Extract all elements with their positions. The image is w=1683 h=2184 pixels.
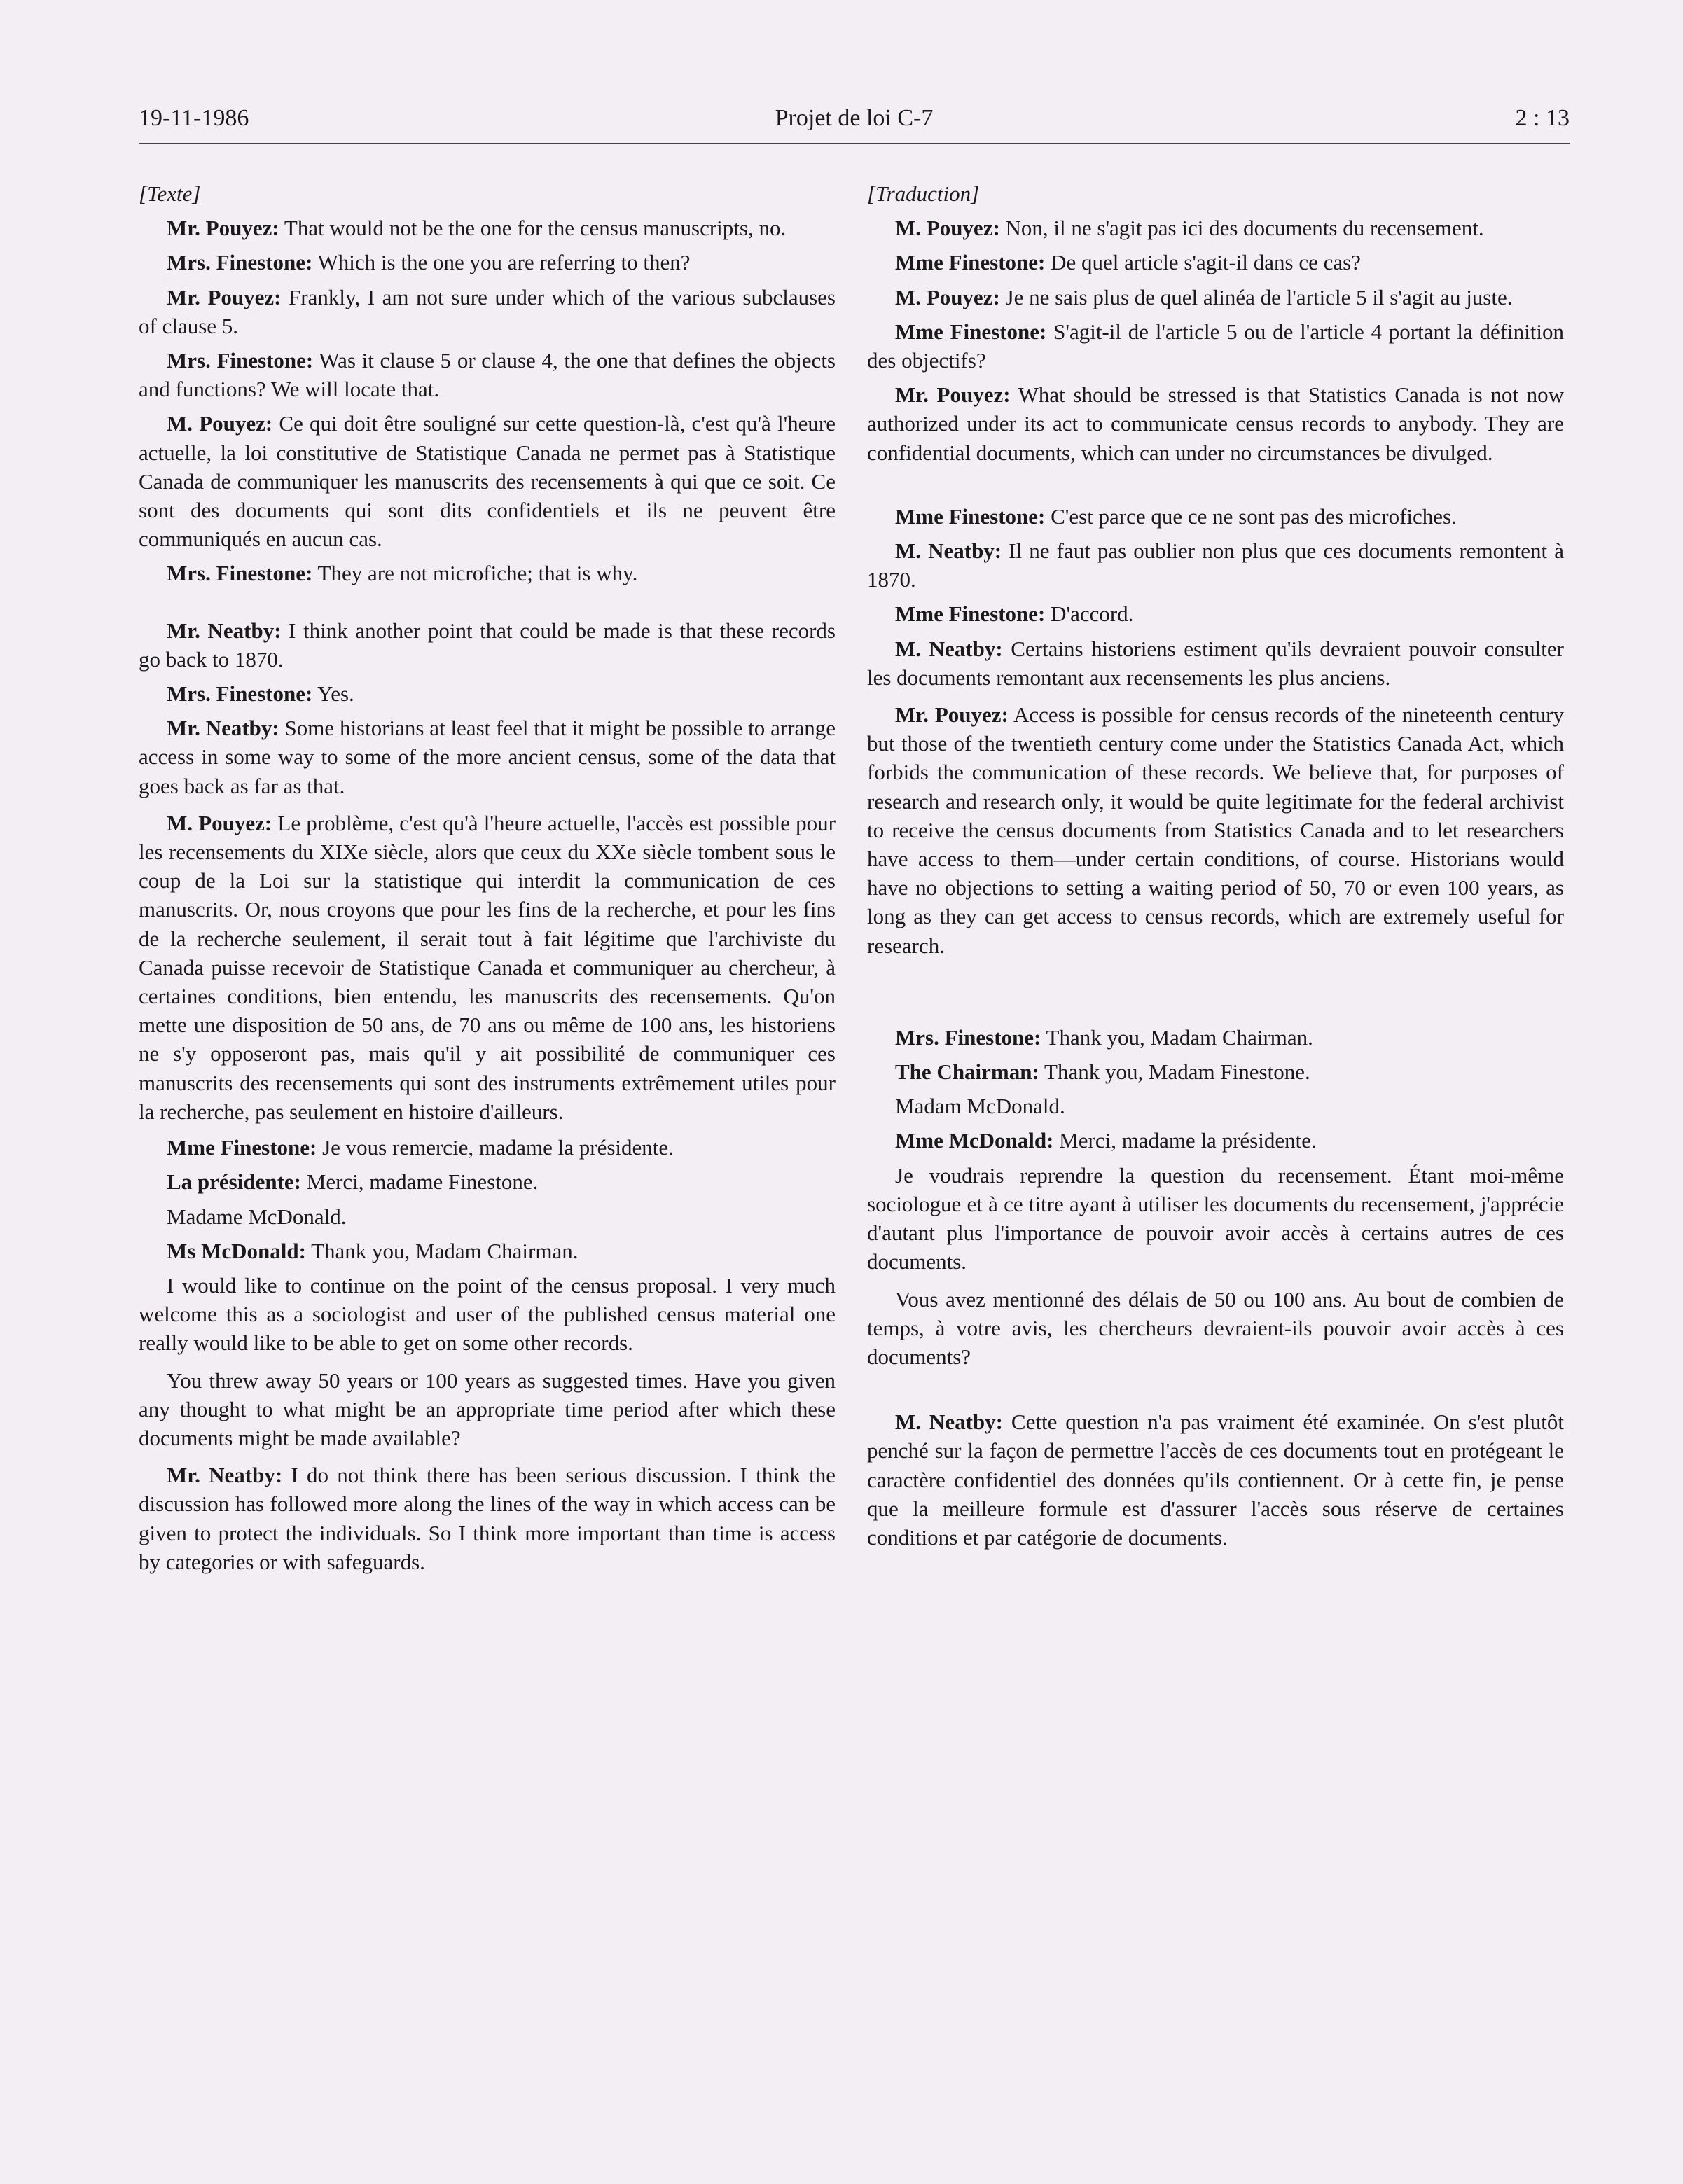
transcript-paragraph xyxy=(867,380,1564,467)
speaker-name: Mme Finestone: xyxy=(167,1135,317,1160)
transcript-paragraph xyxy=(139,1167,836,1196)
speaker-name: M. Pouyez: xyxy=(167,810,272,835)
transcript-paragraph xyxy=(139,409,836,553)
transcript-paragraph xyxy=(139,1271,836,1358)
speech-text: Je ne sais plus de quel alinéa de l'article 5 il s'agit au juste. xyxy=(1005,284,1513,309)
transcript-paragraph xyxy=(867,1057,1564,1086)
speaker-name: Mr. Pouyez: xyxy=(895,382,1011,408)
speech-text: Je vous remercie, madame la présidente. xyxy=(322,1135,674,1160)
speech-text: I think another point that could be made is that these records go back to 1870. xyxy=(139,618,836,672)
header-date: 19-11-1986 xyxy=(139,105,249,131)
transcript-paragraph xyxy=(867,1126,1564,1155)
speaker-name: Mr. Pouyez: xyxy=(895,702,1009,728)
speaker-name: Mr. Neatby: xyxy=(167,618,282,643)
speech-text: Thank you, Madam Finestone. xyxy=(1044,1059,1310,1085)
speaker-name: Mr. Neatby: xyxy=(167,1463,283,1488)
speaker-name: Mme McDonald: xyxy=(895,1128,1054,1153)
speaker-name: La présidente: xyxy=(167,1169,302,1195)
transcript-paragraph xyxy=(867,700,1564,960)
speech-text: That would not be the one for the census manuscripts, no. xyxy=(284,216,787,241)
transcript-paragraph xyxy=(139,1366,836,1453)
speaker-name: Mrs. Finestone: xyxy=(167,250,313,275)
speaker-name: M. Neatby: xyxy=(895,1410,1003,1435)
speaker-name: M. Pouyez: xyxy=(167,411,273,436)
speech-text: D'accord. xyxy=(1051,601,1134,627)
header-title: Projet de loi C-7 xyxy=(775,105,934,131)
transcript-paragraph xyxy=(139,346,836,403)
transcript-paragraph xyxy=(139,248,836,277)
speaker-name: Mme Finestone: xyxy=(895,601,1046,627)
speaker-name: Mrs. Finestone: xyxy=(895,1024,1041,1050)
transcript-paragraph xyxy=(139,1237,836,1265)
transcript-paragraph xyxy=(139,1461,836,1576)
speaker-name: Mme Finestone: xyxy=(895,503,1046,529)
speech-text: I do not think there has been serious discussion. I think the discussion has followed more along the lines of the way in which access can be given to protect the individuals. So I think more important than time is access by categories or with safeguards. xyxy=(139,1463,836,1574)
speech-text: Yes. xyxy=(317,681,354,707)
speaker-name: Mrs. Finestone: xyxy=(167,561,313,586)
transcript-paragraph xyxy=(139,559,836,587)
speaker-name: Mr. Pouyez: xyxy=(167,284,282,309)
transcript-paragraph xyxy=(867,536,1564,594)
transcript-paragraph xyxy=(867,1092,1564,1120)
speech-text: Je voudrais reprendre la question du recensement. Étant moi-même sociologue et à ce titre ayant à utiliser les documents du recensement, j'apprécie d'autant plus l'importance de pouvoir avoir accès à certains autres de ces documents. xyxy=(867,1162,1564,1274)
speech-text: Some historians at least feel that it might be possible to arrange access in some way to some of the more ancient census, some of the data that goes back as far as that. xyxy=(139,716,836,798)
section-label: [Texte] xyxy=(139,181,201,206)
transcript-paragraph xyxy=(139,214,836,242)
transcript-paragraph xyxy=(867,634,1564,692)
speech-text: Merci, madame Finestone. xyxy=(306,1169,539,1195)
transcript-paragraph xyxy=(867,1285,1564,1372)
transcript-paragraph xyxy=(867,1023,1564,1052)
speaker-name: Mr. Pouyez: xyxy=(167,216,279,241)
speech-text: Ce qui doit être souligné sur cette question-là, c'est qu'à l'heure actuelle, la loi constitutive de Statistique Canada ne permet pas à Statistique Canada de communiquer les manuscrits des recensements à qui que ce soit. Ce sont des documents qui sont dits confidentiels et ils ne peuvent être communiqués en aucun cas. xyxy=(139,411,836,552)
speaker-name: M. Neatby: xyxy=(895,538,1002,564)
speech-text: S'agit-il de l'article 5 ou de l'article 4 portant la définition des objectifs? xyxy=(867,319,1565,373)
speech-text: What should be stressed is that Statistics Canada is not now authorized under its act to communicate census records to anybody. They are confidential documents, which can under no circumstances be divulged. xyxy=(867,382,1564,465)
speech-text: Thank you, Madam Chairman. xyxy=(1046,1024,1313,1050)
speaker-name: M. Neatby: xyxy=(895,636,1003,661)
speech-text: You threw away 50 years or 100 years as suggested times. Have you given any thought to what might be an appropriate time period after which these documents might be made available? xyxy=(139,1368,836,1450)
speaker-name: Mr. Neatby: xyxy=(167,716,279,741)
speech-text: Frankly, I am not sure under which of the various subclauses of clause 5. xyxy=(139,284,836,338)
speech-text: I would like to continue on the point of the census proposal. I very much welcome this as a sociologist and user of the published census material one really would like to be able to get on some other records. xyxy=(139,1272,836,1356)
translation-column xyxy=(867,174,1564,1552)
header-page-number: 2 : 13 xyxy=(1515,105,1570,131)
speech-text: Certains historiens estiment qu'ils devraient pouvoir consulter les documents remontant aux recensements les plus anciens. xyxy=(867,636,1564,690)
speech-text: Madam McDonald. xyxy=(895,1094,1065,1119)
speaker-name: Mme Finestone: xyxy=(895,250,1046,275)
speech-text: Was it clause 5 or clause 4, the one that defines the objects and functions? We will locate that. xyxy=(139,348,836,402)
transcript-paragraph xyxy=(867,1407,1564,1552)
page-header xyxy=(139,105,1570,144)
transcript-paragraph xyxy=(139,616,836,674)
transcript-paragraph xyxy=(867,599,1564,628)
transcript-paragraph xyxy=(867,248,1564,277)
transcript-paragraph xyxy=(139,679,836,708)
section-label: [Traduction] xyxy=(867,181,980,206)
transcript-paragraph xyxy=(867,1161,1564,1277)
speaker-name: Mrs. Finestone: xyxy=(167,681,313,707)
speaker-name: Ms McDonald: xyxy=(167,1238,306,1263)
speaker-name: The Chairman: xyxy=(895,1059,1039,1085)
speech-text: De quel article s'agit-il dans ce cas? xyxy=(1051,250,1361,275)
speaker-name: Mrs. Finestone: xyxy=(167,348,314,373)
transcript-paragraph xyxy=(867,214,1564,242)
speech-text: Access is possible for census records of the nineteenth century but those of the twentieth century come under the Statistics Canada Act, which forbids the communication of these records. We believe that, for purposes of research and research only, it would be quite legitimate for the federal archivist to receive the census documents from Statistics Canada and to let researchers have access to them—under certain conditions, of course. Historians would have no objections to setting a waiting period of 50, 70 or even 100 years, as long as they can get access to census records, which are extremely useful for research. xyxy=(867,702,1564,958)
transcript-paragraph xyxy=(139,283,836,340)
transcript-paragraph xyxy=(139,714,836,800)
transcript-paragraph xyxy=(139,809,836,1126)
speaker-name: Mme Finestone: xyxy=(895,319,1047,344)
speaker-name: M. Pouyez: xyxy=(895,284,1000,309)
speech-text: Cette question n'a pas vraiment été examinée. On s'est plutôt penché sur la façon de permettre l'accès de ces documents tout en protégeant le caractère confidentiel des données qu'ils contiennent. Or à cette fin, je pense que la meilleure formule est d'assurer l'accès sous réserve de certaines conditions et par catégorie de documents. xyxy=(867,1410,1565,1550)
speech-text: Vous avez mentionné des délais de 50 ou 100 ans. Au bout de combien de temps, à votre avis, les chercheurs devraient-ils pouvoir avoir accès à ces documents? xyxy=(867,1286,1564,1369)
speech-text: Non, il ne s'agit pas ici des documents du recensement. xyxy=(1005,216,1484,241)
english-original-column xyxy=(139,174,836,1576)
transcript-paragraph xyxy=(139,1202,836,1231)
speech-text: They are not microfiche; that is why. xyxy=(317,561,638,586)
transcript-paragraph xyxy=(867,502,1564,531)
speech-text: Thank you, Madam Chairman. xyxy=(311,1238,579,1263)
transcript-paragraph xyxy=(139,1133,836,1162)
speaker-name: M. Pouyez: xyxy=(895,216,1000,241)
speech-text: Which is the one you are referring to then? xyxy=(317,250,691,275)
speech-text: Il ne faut pas oublier non plus que ces documents remontent à 1870. xyxy=(867,538,1565,592)
speech-text: C'est parce que ce ne sont pas des microfiches. xyxy=(1051,503,1457,529)
transcript-paragraph xyxy=(867,317,1564,375)
speech-text: Madame McDonald. xyxy=(167,1204,347,1229)
header-rule xyxy=(139,143,1570,144)
transcript-paragraph xyxy=(867,283,1564,312)
speech-text: Le problème, c'est qu'à l'heure actuelle, l'accès est possible pour les recensements du XIXe siècle, alors que ceux du XXe siècle tombent sous le coup de la Loi sur la statistique qui interdit la communication de ces manuscrits. Or, nous croyons que pour les fins de la recherche, et pour les fins de la recherche seulement, il serait tout à fait légitime que l'archiviste du Canada puisse recevoir de Statistique Canada et communiquer au chercheur, à certaines conditions, bien entendu, les manuscrits des recensements. Qu'on mette une disposition de 50 ans, de 70 ans ou même de 100 ans, les historiens ne s'y opposeront pas, mais qu'il y ait possibilité de communiquer ces manuscrits des recensements qui sont des instruments extrêmement utiles pour la recherche, pas seulement en histoire d'ailleurs. xyxy=(139,810,836,1124)
speech-text: Merci, madame la présidente. xyxy=(1059,1128,1317,1153)
